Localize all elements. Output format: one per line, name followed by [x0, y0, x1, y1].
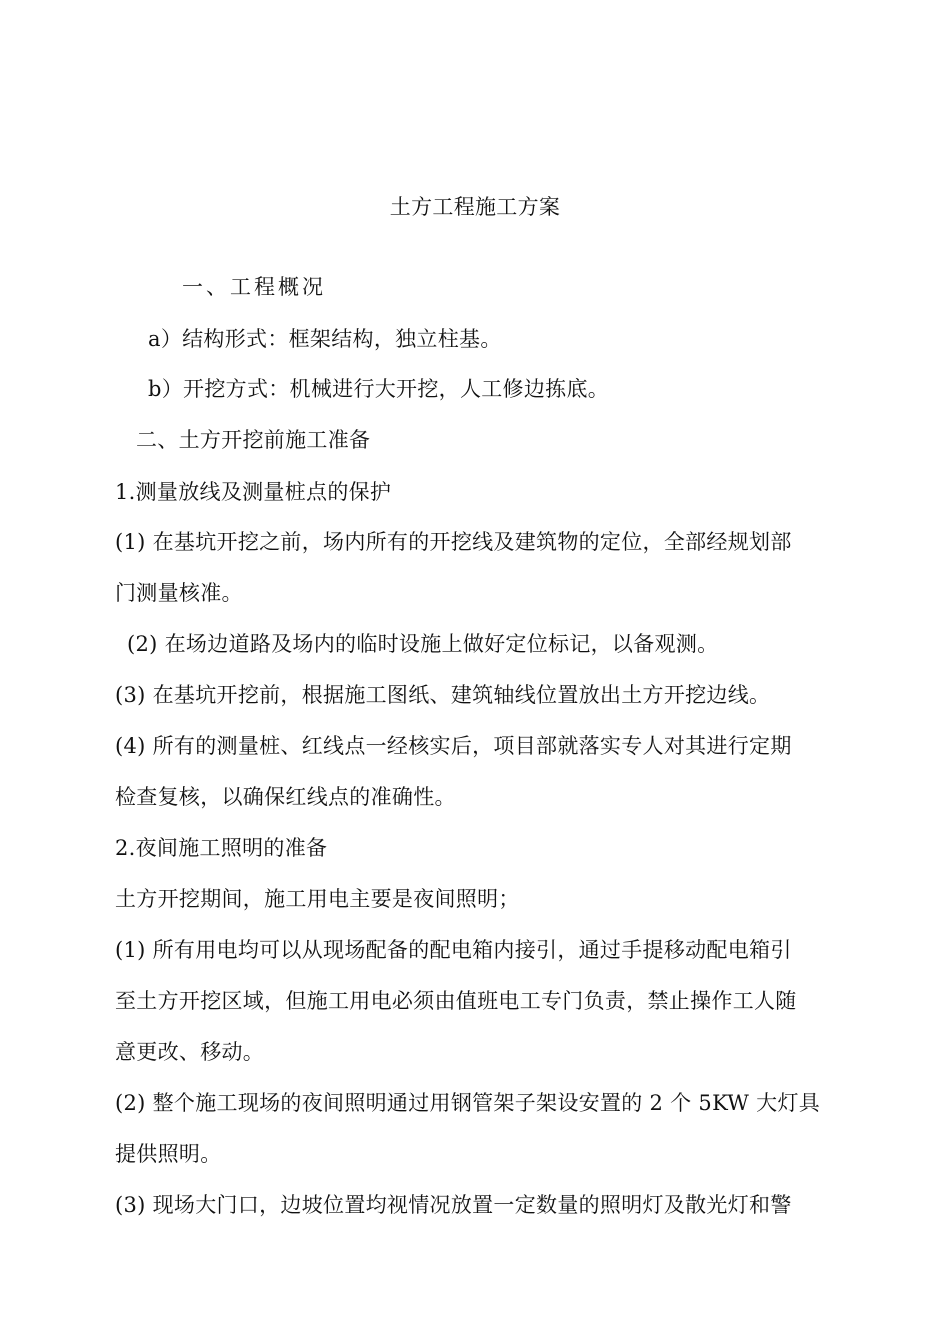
paragraph-line: (4) 所有的测量桩、红线点一经核实后，项目部就落实专人对其进行定期	[115, 734, 792, 758]
subsection-heading: 1.测量放线及测量桩点的保护	[115, 480, 392, 504]
list-item: a）结构形式：框架结构，独立柱基。	[148, 327, 502, 351]
paragraph-line: 检查复核，以确保红线点的准确性。	[115, 785, 456, 809]
subsection-heading: 2.夜间施工照明的准备	[115, 836, 328, 860]
section-heading-1: 一、工程概况	[182, 275, 326, 299]
paragraph-line: (3) 在基坑开挖前，根据施工图纸、建筑轴线位置放出土方开挖边线。	[115, 683, 771, 707]
document-title: 土方工程施工方案	[389, 195, 561, 219]
paragraph-line: 门测量核准。	[115, 581, 243, 605]
paragraph-line: (2) 在场边道路及场内的临时设施上做好定位标记，以备观测。	[127, 632, 719, 656]
paragraph-line: 至土方开挖区域，但施工用电必须由值班电工专门负责，禁止操作工人随	[115, 989, 797, 1013]
list-item: b）开挖方式：机械进行大开挖，人工修边拣底。	[148, 377, 610, 401]
paragraph-line: (2) 整个施工现场的夜间照明通过用钢管架子架设安置的 2 个 5KW 大灯具	[115, 1091, 821, 1115]
paragraph-line: (1) 在基坑开挖之前，场内所有的开挖线及建筑物的定位，全部经规划部	[115, 530, 792, 554]
paragraph-line: (1) 所有用电均可以从现场配备的配电箱内接引，通过手提移动配电箱引	[115, 938, 792, 962]
paragraph-line: 意更改、移动。	[115, 1040, 265, 1064]
section-heading-2: 二、土方开挖前施工准备	[136, 428, 371, 452]
paragraph-line: 提供照明。	[115, 1142, 222, 1166]
paragraph-line: 土方开挖期间，施工用电主要是夜间照明；	[115, 887, 520, 911]
paragraph-line: (3) 现场大门口，边坡位置均视情况放置一定数量的照明灯及散光灯和警	[115, 1193, 792, 1217]
